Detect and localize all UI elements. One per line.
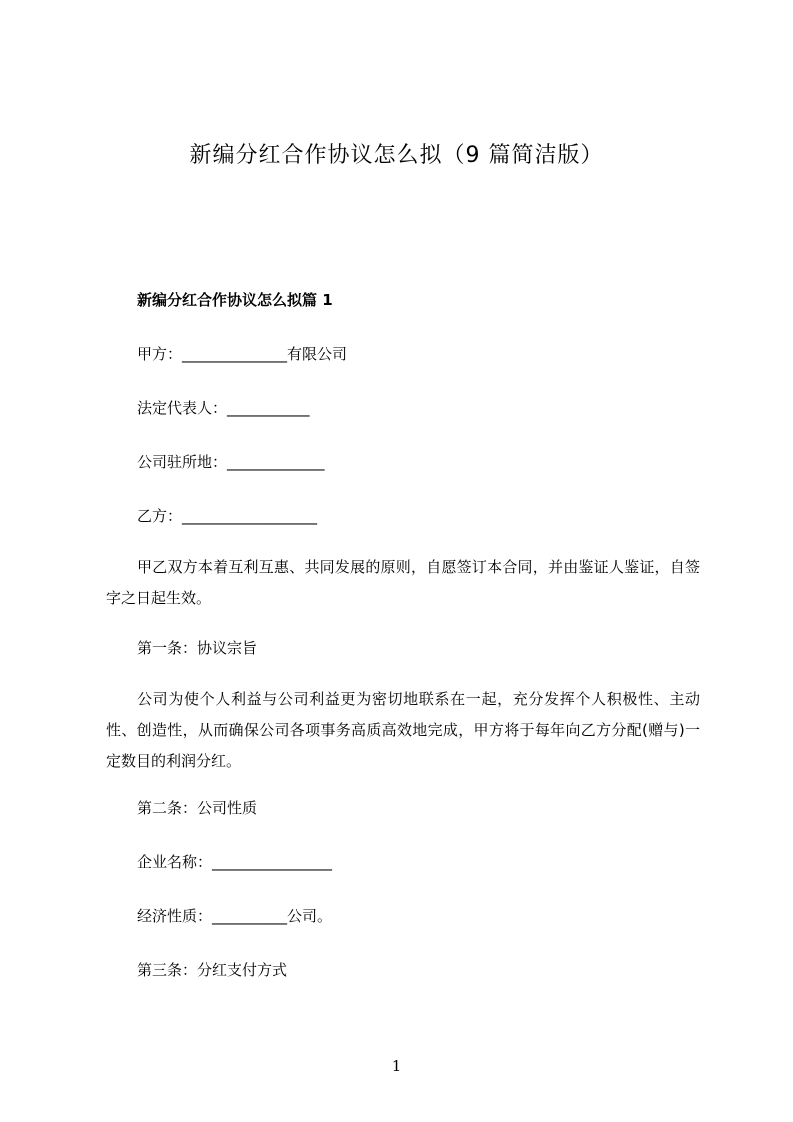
document-title: 新编分红合作协议怎么拟（9 篇简洁版） (189, 143, 604, 168)
intro-paragraph: 甲乙双方本着互利互惠、共同发展的原则，自愿签订本合同，并由鉴证人鉴证，自签字之日起生效。 (106, 558, 700, 607)
article-1-heading: 第一条：协议宗旨 (137, 639, 258, 657)
party-b-line: 乙方：__________________ (137, 507, 318, 525)
article-2-heading: 第二条：公司性质 (137, 799, 258, 817)
legal-representative-line: 法定代表人：___________ (137, 399, 310, 417)
economic-nature-line: 经济性质：__________公司。 (137, 907, 333, 925)
party-a-line: 甲方：______________有限公司 (137, 345, 348, 363)
article-1-paragraph: 公司为使个人利益与公司利益更为密切地联系在一起，充分发挥个人积极性、主动性、创造性，从而确保公司各项事务高质高效地完成，甲方将于每年向乙方分配(赠与)一定数目的利润分红。 (106, 690, 700, 770)
page-number: 1 (391, 1057, 402, 1075)
section-title: 新编分红合作协议怎么拟篇 1 (137, 291, 333, 309)
company-address-line: 公司驻所地：_____________ (137, 453, 325, 471)
company-name-line: 企业名称：________________ (137, 853, 333, 871)
article-3-heading: 第三条：分红支付方式 (137, 961, 288, 979)
